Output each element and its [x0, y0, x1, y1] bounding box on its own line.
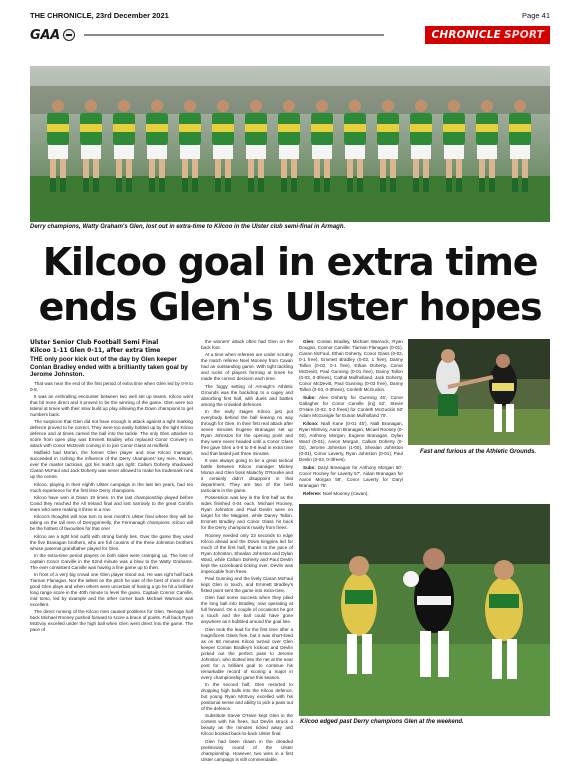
article-paragraph: In the extra-time period players on both sides were cramping up. The loss of captain Conor Carville in the 62nd minute was a blow to the Watty Grahams. The ever consistent Carville was having a fine game up to then. [30, 552, 193, 570]
column-2-body [201, 339, 293, 763]
lineup-players: Daryl Branagan for Anthony Morgan 50', Conor Rooney for Laverty 57', Aidan Branagan for Aaron Morgan 58', Conor Laverty for Daryl Branagan 75'. [299, 465, 403, 488]
team-lineups [299, 339, 403, 499]
action-photo-1 [408, 339, 550, 445]
article-paragraph: In the second half, Glen resorted to dropping high balls into the Kilcoo defence, but young Ryan McEvoy excelled with his positional sense and ability to pick a pass out of the defence. [201, 681, 293, 711]
action-photo-1-caption: Fast and furious at the Athletic Grounds. [420, 449, 537, 455]
article-paragraph: Glen had some success when they plied the long ball into Bradley, now operating at full forward. On a couple of occasions he got a touch and the ball could have gone anywhere as it bobbled around the goal line. [201, 595, 293, 625]
publication-date: THE CHRONICLE, 23rd December 2021 [30, 10, 169, 20]
action-photo-2 [299, 504, 550, 716]
article-paragraph: Kilcoo have won in Down 19 times. In the last championship played before Covid they reached the All Ireland final and lost narrowly to the great Corofin team who were making it three in a row. [30, 494, 193, 512]
article-paragraph: Rooney needed only 23 seconds to edge Kilcoo ahead and the Down kingpins led for much of the first half, thanks to the pace of Ryan Johnston, Shealan Johnston and Dylan Ward, while Callum Doherty and Paul Devlin kept the scoreboard ticking over. Devlin was impeccable from frees. [201, 532, 293, 574]
lineup-players: Noel Mooney (Cavan). [322, 491, 369, 496]
lineup-entry [299, 465, 403, 489]
action-photo-1-illustration [408, 339, 550, 445]
kicker-score: Kilcoo 1-11 Glen 0-11, after extra time [30, 346, 161, 354]
section-rule [84, 34, 384, 36]
lineup-team-label: Referee: [303, 491, 323, 496]
article-lede: THE only poor kick out of the day by Glen keeper Conlan Bradley ended with a brilliantly taken goal by Jerome Johnston. [30, 356, 188, 378]
team-lineup-photo [30, 66, 550, 222]
article-paragraph: Substitute Stevie O'Hare kept Glen in the contest with his frees, but Devlin struck a beauty as the minutes ticked away and Kilcoo booked back-to-back Ulster final. [201, 713, 293, 737]
article-paragraph: Kilcoo are a tight knit outfit with strong family ties. Over the game they used the five Branagan brothers, who are full cousins of the three Johnston brothers whose paternal grandfather played for Glen. [30, 533, 193, 551]
page-masthead [30, 8, 550, 22]
headline-line-2: ends Glen's Ulster hopes [38, 285, 542, 329]
column-1-body [30, 381, 193, 634]
article-paragraph: Glen took the lead for the first time after a magnificent Glass free, but it was short-lived as on 68 minutes Kilcoo turned over Glen keeper Conlan Bradley's kickout and Devlin picked out the perfect pass to Jerome Johnston, who slotted into the net at the near post for a brilliant goal to continue his remarkable record of scoring a major in every championship game this season. [201, 626, 293, 680]
action-photo-2-illustration [299, 504, 550, 716]
lineup-team-label: Subs: [303, 395, 320, 400]
kicker-competition: Ulster Senior Club Football Semi Final [30, 339, 159, 346]
brand-chronicle: CHRONICLE [431, 29, 502, 41]
main-photo-caption: Derry champions, Watty Graham's Glen, lost out in extra-time to Kilcoo in the Ulster club semi-final in Armagh. [30, 224, 346, 230]
lineups-body [299, 339, 403, 497]
gaa-logo [30, 26, 384, 44]
article-paragraph: It was always going to be a great tactical battle between Kilcoo manager Mickey Moran and Glen boss Malachy O'Rourke and it certainly didn't disappoint in that department. They are two of the best tacticians in the game. [201, 458, 293, 494]
article-headline [28, 240, 552, 330]
article-paragraph: Midfield had Moran, the former Glen player and now Kilcoo manager, succeeded in curbing the influence of the Derry champions' key men. Moran, ever the master tactician, got his match ups right: Callum Doherty shadowed Ciaran McFaul and Jack Doherty was never allowed to make his trademark runs up the centre. [30, 450, 193, 480]
article-paragraph: Kilcoo's thoughts will now turn to next month's Ulster final where they will be taking on the tall men of Derrygonnelly, the Fermanagh champions. Kilcoo will be the hottest of favourites for that one! [30, 514, 193, 532]
article-paragraph: At a time when referees are under scrutiny the match referee Noel Mooney from Cavan had an outstanding game. With tight tackling and rucks of players forming at times he made the correct decision each time. [201, 352, 293, 382]
article-column-1 [30, 339, 193, 635]
football-icon [63, 29, 75, 41]
article-column-2 [201, 339, 293, 764]
article-paragraph: Kilcoo, playing in their eighth Ulster campaign in the last ten years, had too much experience for the first time Derry champions. [30, 481, 193, 493]
article-paragraph: The foggy setting of Armagh's Athletic Grounds was the backdrop to a cagey and absorbing first half, with duels and battles among the crowded defences. [201, 383, 293, 407]
article-paragraph: It was an enthralling encounter between two well set up teams. Kilcoo went that bit more direct and it proved to be the winning of the game. Glen were too lateral at times with their slow build up play allowing the Down champions to get numbers back. [30, 393, 193, 417]
match-kicker [30, 339, 193, 354]
article-paragraph: the winners' attack often had Glen on the back foot. [201, 339, 293, 350]
lineup-team-label: Subs: [303, 465, 318, 470]
lineup-entry [299, 339, 403, 393]
gaa-label: GAA [30, 27, 60, 43]
lineup-entry [299, 421, 403, 463]
article-paragraph: Possession was key in the first half as the sides finished 0-04 each. Michael Rooney, Ryan Johnston and Paul Devlin were on target for the Magpies, while Danny Tallon, Emmett Bradley and Conor Glass hit back for the Derry champions mainly from frees. [201, 495, 293, 531]
article-paragraph: The suspicion that Glen did not have enough in attack against a tight marking defence proved to be correct. They were too easily bottled up by the tight Kilcoo defence and at times carried the ball into the tackle. The only Glen attacker to score from open play was Emmett Bradley who replaced Conor Convery in attack with Conor McDevitt coming in to join Conor Glass at midfield. [30, 419, 193, 449]
article-paragraph: Paul Gunning and the lively Ciaran McFaul kept Glen in touch, and Emmett Bradley's fisted point sent the game into extra-time. [201, 576, 293, 594]
article-paragraph: In front of a very big crowd one Glen player stood out. He was right half back Tiarnan Flanagan. Nor the tallest on the pitch he was of the best of most of the good Glen plays and when others were uncertain of having a go he hit a brilliant long range score in the 40th minute to level the game. Captain Connor Carville, mid torso, led by example and the other corner back Michael Warnock was excellent. [30, 572, 193, 608]
lineup-entry [299, 491, 403, 497]
lineup-team-label: Kilcoo: [303, 421, 322, 426]
brand-sport: SPORT [504, 29, 544, 41]
article-paragraph: The direct running of the Kilcoo men caused problems for Glen. Teenage half back Michael Rooney pushed forward to score a brace of points. Full back Ryan McEvoy excelled under the high ball when Glen went direct into the game. The pace of [30, 609, 193, 633]
section-bar [30, 26, 550, 44]
lineup-players: Niall Kane (0-01 45'), Niall Branagan, Ryan McEvoy, Aaron Branagan, Micael Rooney (0-02), Anthony Morgan, Eugene Branagan, Dylan Ward (0-01), Aaron Morgan, Callum Doherty (0-02), Jerome Johnston (1-00), Shealan Johnston (0-01), Conor Laverty, Ryan Johnston (0-01), Paul Devlin (0-03, 0-3frees). [299, 421, 403, 462]
article-paragraph: In the early stages Kilcoo just put everybody behind the ball leaving no way through for Glen. In their first real attack after seven minutes Eugene Branagan set up Ryan Johnston for the opening point and they were never headed until a Conor Glass free gave Glen a 0-8 to 0-8 lead in extra time and that lasted just three minutes. [201, 408, 293, 456]
article-paragraph: That was near the end of the first period of extra time when Glen led by 0-9 to 0-8. [30, 380, 193, 392]
chronicle-sport-banner [425, 26, 550, 44]
article-paragraph: Glen had been drawn in the dreaded preliminary round of the Ulster championship. However, two wins in a first Ulster campaign is still commendable. [201, 738, 293, 762]
lineup-entry [299, 395, 403, 419]
lineup-team-label: Glen: [303, 339, 318, 344]
team-photo-illustration [30, 66, 550, 222]
action-photo-2-caption: Kilcoo edged past Derry champions Glen at the weekend. [300, 719, 464, 725]
page-number: Page 41 [522, 10, 550, 20]
headline-line-1: Kilcoo goal in extra time [42, 240, 538, 284]
lineup-players: Alex Doherty for Gunning 45', Conor Gallagher for Conor Carville (inj) 62', Stevie O'Hare (0-02, 0-2 frees) for Conleth McGuckin 50' Adam McGonigle for Eunan Mulholland 70'. [299, 395, 403, 418]
lineup-players: Conlan Bradley, Michael Warnock, Ryan Dougan, Connor Carville; Tiarnan Flanagan (0-01), Ciaran McFaul, Ethan Doherty, Conor Glass (0-02, 0-1 free), Emmett Bradley (0-02, 1 free), Danny Tallon (0-02, 0-1 free), Ethan Doherty, Conor McDevitt, Paul Gunning (0-01 free), Danny Tallon (0-03, 0-3frees), Cathal Mullholland, Jack Doherty, Conor McDevitt, Paul Gunning (0-03 free), Danny Tallon (0-03, 0-3frees), Conleth McGuckin. [299, 339, 403, 392]
